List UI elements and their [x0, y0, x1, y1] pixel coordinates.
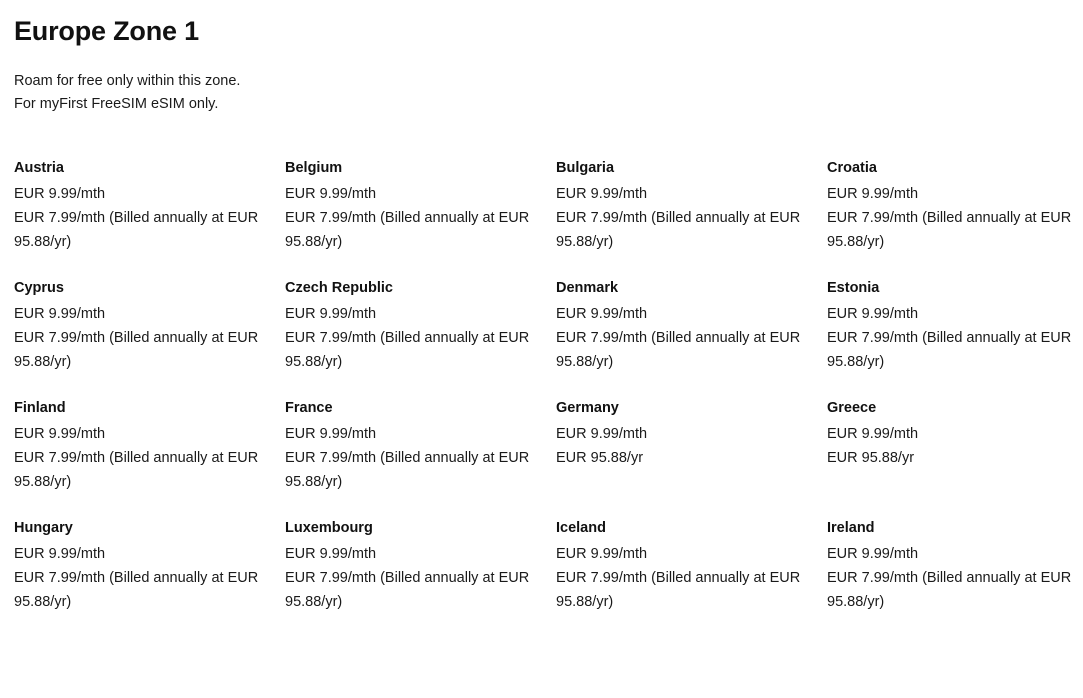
price-monthly: EUR 9.99/mth — [556, 306, 648, 322]
country-card — [556, 158, 827, 254]
price-monthly: EUR 9.99/mth — [827, 186, 919, 202]
country-name: Austria — [14, 160, 64, 176]
country-card — [556, 518, 827, 614]
country-name: Ireland — [827, 520, 875, 536]
price-annual: EUR 7.99/mth (Billed annually at EUR 95.88/yr) — [556, 570, 801, 610]
country-card — [556, 278, 827, 374]
country-name: Czech Republic — [285, 280, 393, 296]
country-name: Luxembourg — [285, 520, 373, 536]
country-name: Cyprus — [14, 280, 64, 296]
price-annual: EUR 7.99/mth (Billed annually at EUR 95.88/yr) — [556, 210, 801, 250]
price-annual: EUR 95.88/yr — [556, 450, 644, 466]
price-annual: EUR 7.99/mth (Billed annually at EUR 95.88/yr) — [14, 570, 259, 610]
country-card — [827, 278, 1083, 374]
price-annual: EUR 95.88/yr — [827, 450, 915, 466]
price-annual: EUR 7.99/mth (Billed annually at EUR 95.88/yr) — [14, 330, 259, 370]
country-card — [285, 278, 556, 374]
price-annual: EUR 7.99/mth (Billed annually at EUR 95.88/yr) — [285, 570, 530, 610]
country-name: Bulgaria — [556, 160, 615, 176]
price-monthly: EUR 9.99/mth — [14, 546, 106, 562]
price-annual: EUR 7.99/mth (Billed annually at EUR 95.88/yr) — [285, 330, 530, 370]
price-annual: EUR 7.99/mth (Billed annually at EUR 95.88/yr) — [827, 570, 1072, 610]
country-card — [14, 398, 285, 494]
country-price-grid — [14, 158, 1072, 614]
country-name: Denmark — [556, 280, 619, 296]
price-annual: EUR 7.99/mth (Billed annually at EUR 95.88/yr) — [285, 450, 530, 490]
price-monthly: EUR 9.99/mth — [14, 306, 106, 322]
intro-text — [14, 70, 1069, 116]
country-name: Estonia — [827, 280, 880, 296]
country-name: Greece — [827, 400, 877, 416]
price-monthly: EUR 9.99/mth — [285, 306, 377, 322]
price-monthly: EUR 9.99/mth — [827, 546, 919, 562]
page-title: Europe Zone 1 — [14, 16, 199, 46]
price-annual: EUR 7.99/mth (Billed annually at EUR 95.88/yr) — [14, 450, 259, 490]
country-card — [827, 158, 1083, 254]
price-monthly: EUR 9.99/mth — [827, 306, 919, 322]
country-name: Croatia — [827, 160, 877, 176]
country-card — [14, 518, 285, 614]
price-monthly: EUR 9.99/mth — [285, 546, 377, 562]
price-monthly: EUR 9.99/mth — [556, 186, 648, 202]
country-card — [285, 158, 556, 254]
country-card — [14, 278, 285, 374]
country-name: Germany — [556, 400, 619, 416]
country-card — [556, 398, 827, 494]
country-name: Belgium — [285, 160, 343, 176]
price-annual: EUR 7.99/mth (Billed annually at EUR 95.88/yr) — [827, 210, 1072, 250]
country-card — [827, 398, 1083, 494]
price-monthly: EUR 9.99/mth — [556, 546, 648, 562]
country-card — [285, 398, 556, 494]
price-monthly: EUR 9.99/mth — [556, 426, 648, 442]
price-monthly: EUR 9.99/mth — [285, 186, 377, 202]
price-annual: EUR 7.99/mth (Billed annually at EUR 95.88/yr) — [827, 330, 1072, 370]
price-annual: EUR 7.99/mth (Billed annually at EUR 95.88/yr) — [285, 210, 530, 250]
price-monthly: EUR 9.99/mth — [14, 186, 106, 202]
price-annual: EUR 7.99/mth (Billed annually at EUR 95.88/yr) — [14, 210, 259, 250]
price-annual: EUR 7.99/mth (Billed annually at EUR 95.88/yr) — [556, 330, 801, 370]
country-name: Finland — [14, 400, 66, 416]
country-name: France — [285, 400, 333, 416]
country-card — [285, 518, 556, 614]
country-name: Iceland — [556, 520, 606, 536]
price-monthly: EUR 9.99/mth — [827, 426, 919, 442]
price-monthly: EUR 9.99/mth — [285, 426, 377, 442]
intro-line-1: Roam for free only within this zone. — [14, 73, 241, 89]
price-monthly: EUR 9.99/mth — [14, 426, 106, 442]
intro-line-2: For myFirst FreeSIM eSIM only. — [14, 96, 219, 112]
country-card — [827, 518, 1083, 614]
country-card — [14, 158, 285, 254]
country-name: Hungary — [14, 520, 73, 536]
